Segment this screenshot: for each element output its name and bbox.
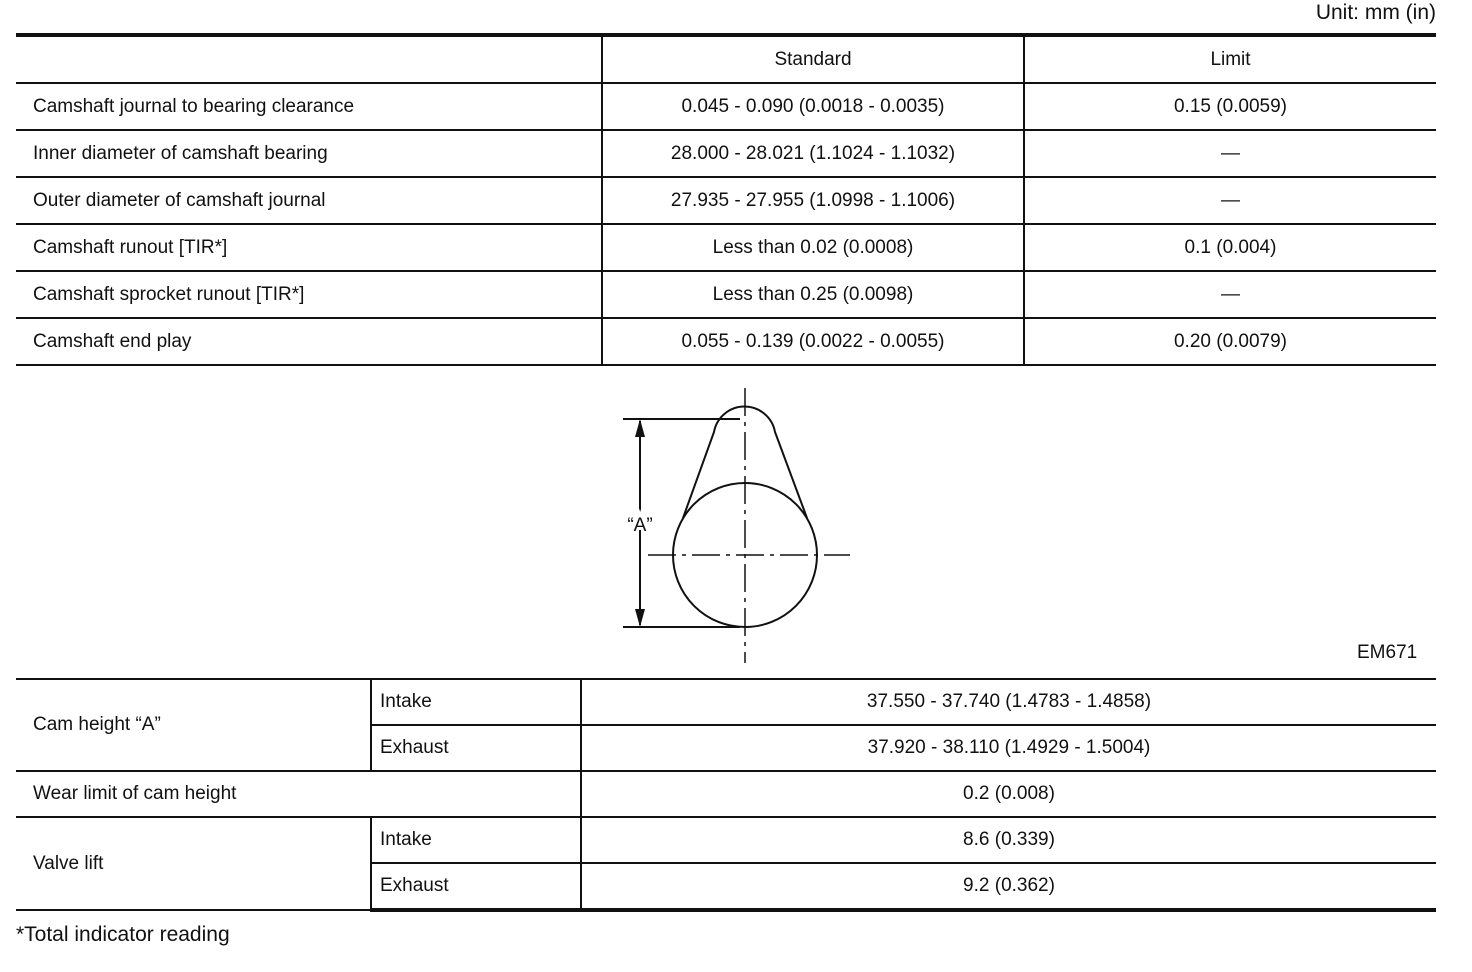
row-standard: 28.000 - 28.021 (1.1024 - 1.1032) [602, 130, 1024, 177]
header-limit: Limit [1024, 35, 1436, 83]
dimension-label-a: “A” [627, 515, 653, 536]
table-row [16, 318, 1436, 365]
valve-lift-intake-label: Intake [371, 817, 581, 863]
unit-label: Unit: mm (in) [1315, 1, 1436, 24]
cam-lobe-diagram [600, 385, 860, 665]
cam-height-label: Cam height “A” [16, 679, 371, 771]
row-item: Inner diameter of camshaft bearing [16, 130, 602, 177]
row-item: Camshaft end play [16, 318, 602, 365]
row-standard: Less than 0.02 (0.0008) [602, 224, 1024, 271]
wear-limit-label: Wear limit of cam height [16, 771, 581, 817]
row-item: Outer diameter of camshaft journal [16, 177, 602, 224]
header-standard: Standard [602, 35, 1024, 83]
figure-code: EM671 [1357, 642, 1418, 663]
row-limit: 0.20 (0.0079) [1024, 318, 1436, 365]
table-row [16, 177, 1436, 224]
table-row [16, 679, 1436, 725]
cam-height-exhaust-label: Exhaust [371, 725, 581, 771]
header-item [16, 35, 602, 83]
cam-height-table [16, 678, 1436, 912]
row-standard: 0.055 - 0.139 (0.0022 - 0.0055) [602, 318, 1024, 365]
valve-lift-exhaust-label: Exhaust [371, 863, 581, 910]
cam-height-exhaust-value: 37.920 - 38.110 (1.4929 - 1.5004) [581, 725, 1436, 771]
table-row [16, 771, 1436, 817]
row-standard: 0.045 - 0.090 (0.0018 - 0.0035) [602, 83, 1024, 130]
row-item: Camshaft sprocket runout [TIR*] [16, 271, 602, 318]
cam-height-intake-label: Intake [371, 679, 581, 725]
table-row [16, 817, 1436, 863]
cam-height-intake-value: 37.550 - 37.740 (1.4783 - 1.4858) [581, 679, 1436, 725]
row-limit: 0.1 (0.004) [1024, 224, 1436, 271]
footnote: *Total indicator reading [16, 923, 230, 946]
valve-lift-exhaust-value: 9.2 (0.362) [581, 863, 1436, 910]
table-row [16, 130, 1436, 177]
row-limit: — [1024, 177, 1436, 224]
row-item: Camshaft runout [TIR*] [16, 224, 602, 271]
table-row [16, 271, 1436, 318]
camshaft-spec-table [16, 33, 1436, 366]
row-standard: Less than 0.25 (0.0098) [602, 271, 1024, 318]
table-row [16, 224, 1436, 271]
row-limit: 0.15 (0.0059) [1024, 83, 1436, 130]
table-row [16, 83, 1436, 130]
valve-lift-intake-value: 8.6 (0.339) [581, 817, 1436, 863]
row-item: Camshaft journal to bearing clearance [16, 83, 602, 130]
row-limit: — [1024, 271, 1436, 318]
wear-limit-value: 0.2 (0.008) [581, 771, 1436, 817]
row-standard: 27.935 - 27.955 (1.0998 - 1.1006) [602, 177, 1024, 224]
row-limit: — [1024, 130, 1436, 177]
valve-lift-label: Valve lift [16, 817, 371, 910]
spec-header-row [16, 35, 1436, 83]
